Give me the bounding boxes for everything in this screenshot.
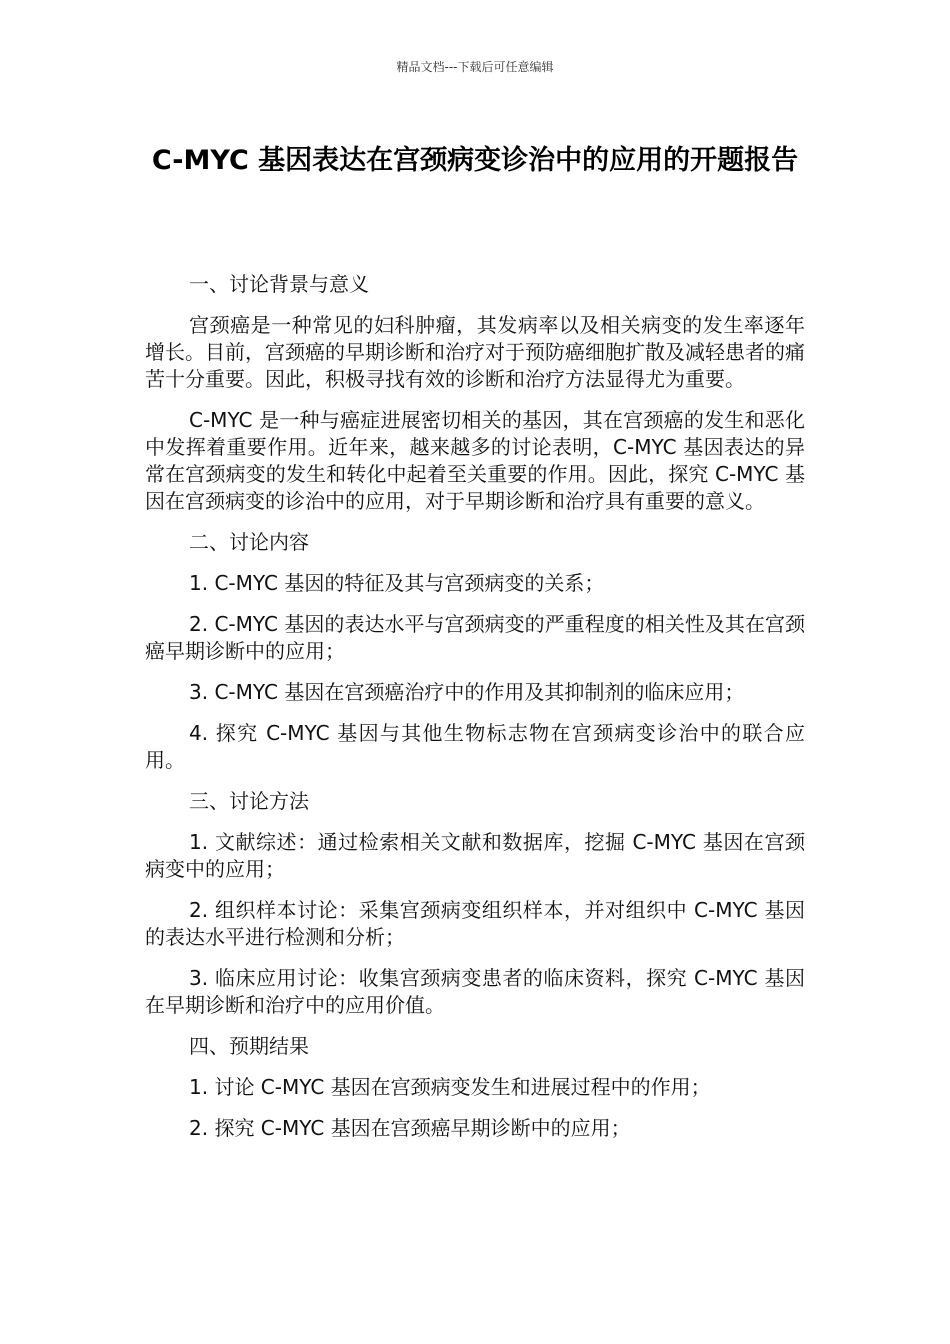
list-item-methods-1: 1. 文献综述：通过检索相关文献和数据库，挖掘 C-MYC 基因在宫颈病变中的应用； <box>145 830 805 881</box>
document-body <box>145 271 805 1156</box>
section-heading-expected-results: 四、预期结果 <box>189 1034 309 1058</box>
list-item-results-2: 2. 探究 C-MYC 基因在宫颈癌早期诊断中的应用； <box>189 1116 631 1140</box>
section-heading-background: 一、讨论背景与意义 <box>189 272 369 296</box>
document-title: C-MYC 基因表达在宫颈病变诊治中的应用的开题报告 <box>151 145 799 176</box>
paragraph-background-1: 宫颈癌是一种常见的妇科肿瘤，其发病率以及相关病变的发生率逐年增长。目前，宫颈癌的早期诊断和治疗对于预防癌细胞扩散及减轻患者的痛苦十分重要。因此，积极寻找有效的诊断和治疗方法显得尤为重要。 <box>145 313 805 391</box>
list-item-content-1: 1. C-MYC 基因的特征及其与宫颈病变的关系； <box>189 571 605 595</box>
list-item-methods-2: 2. 组织样本讨论：采集宫颈病变组织样本，并对组织中 C-MYC 基因的表达水平进行检测和分析； <box>145 898 805 949</box>
list-item-content-3: 3. C-MYC 基因在宫颈癌治疗中的作用及其抑制剂的临床应用； <box>189 680 745 704</box>
list-item-results-1: 1. 讨论 C-MYC 基因在宫颈病变发生和进展过程中的作用； <box>189 1075 711 1099</box>
page-header: 精品文档---下载后可任意编辑 <box>396 60 554 74</box>
section-heading-methods: 三、讨论方法 <box>189 789 309 813</box>
list-item-methods-3: 3. 临床应用讨论：收集宫颈病变患者的临床资料，探究 C-MYC 基因在早期诊断和治疗中的应用价值。 <box>145 966 805 1017</box>
list-item-content-4: 4. 探究 C-MYC 基因与其他生物标志物在宫颈病变诊治中的联合应用。 <box>145 721 805 772</box>
paragraph-background-2: C-MYC 是一种与癌症进展密切相关的基因，其在宫颈癌的发生和恶化中发挥着重要作用。近年来，越来越多的讨论表明，C-MYC 基因表达的异常在宫颈病变的发生和转化中起着至关重要的作用。因此，探究 C-MYC 基因在宫颈病变的诊治中的应用，对于早期诊断和治疗具有重要的意义。 <box>145 408 805 513</box>
section-heading-content: 二、讨论内容 <box>189 530 309 554</box>
list-item-content-2: 2. C-MYC 基因的表达水平与宫颈病变的严重程度的相关性及其在宫颈癌早期诊断中的应用； <box>145 612 805 663</box>
